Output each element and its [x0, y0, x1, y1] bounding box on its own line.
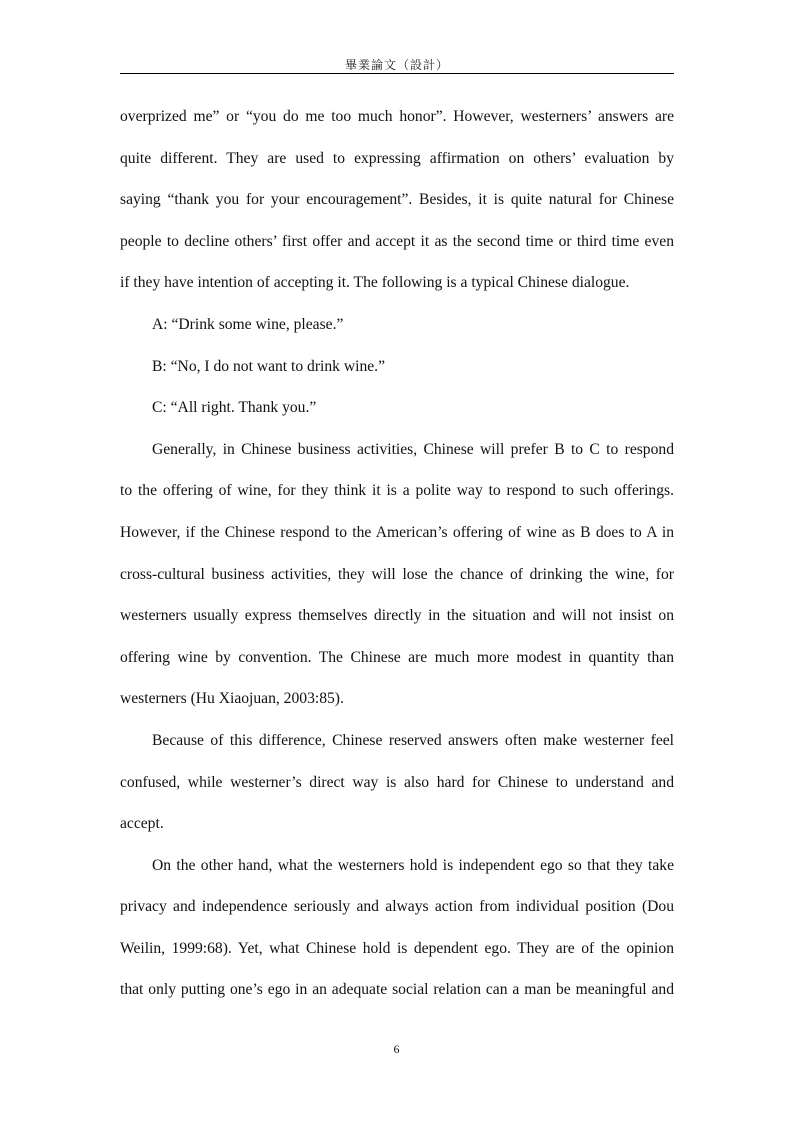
- text-line: privacy and independence seriously and always action from individual position (Dou: [120, 898, 674, 916]
- text-line: On the other hand, what the westerners hold is independent ego so that they take: [152, 856, 674, 874]
- text-line: if they have intention of accepting it. The following is a typical Chinese dialogue.: [120, 274, 630, 292]
- dialogue-line-a: A: “Drink some wine, please.”: [152, 315, 344, 333]
- text-line: accept.: [120, 815, 164, 833]
- text-line: Generally, in Chinese business activities, Chinese will prefer B to C to respond: [152, 440, 674, 458]
- text-line: confused, while westerner’s direct way is also hard for Chinese to understand and: [120, 773, 674, 791]
- text-line: Because of this difference, Chinese reserved answers often make westerner feel: [152, 731, 674, 749]
- text-line: However, if the Chinese respond to the American’s offering of wine as B does to A in: [120, 523, 674, 541]
- dialogue-line-b: B: “No, I do not want to drink wine.”: [152, 357, 386, 375]
- text-line: westerners (Hu Xiaojuan, 2003:85).: [120, 690, 344, 708]
- text-line: saying “thank you for your encouragement”. Besides, it is quite natural for Chinese: [120, 191, 674, 209]
- text-line: offering wine by convention. The Chinese are much more modest in quantity than: [120, 648, 674, 666]
- body-text: [120, 96, 674, 1011]
- header-rule: [120, 73, 674, 74]
- text-line: that only putting one’s ego in an adequate social relation can a man be meaningful and: [120, 981, 674, 999]
- page-number: 6: [393, 1042, 400, 1056]
- dialogue-line-c: C: “All right. Thank you.”: [152, 399, 317, 417]
- text-line: quite different. They are used to expressing affirmation on others’ evaluation by: [120, 149, 674, 167]
- text-line: cross-cultural business activities, they will lose the chance of drinking the wine, for: [120, 565, 674, 583]
- text-line: people to decline others’ first offer and accept it as the second time or third time even: [120, 232, 674, 250]
- text-line: Weilin, 1999:68). Yet, what Chinese hold is dependent ego. They are of the opinion: [120, 939, 674, 957]
- text-line: to the offering of wine, for they think it is a polite way to respond to such offerings.: [120, 482, 674, 500]
- text-line: westerners usually express themselves directly in the situation and will not insist on: [120, 607, 674, 625]
- running-header: 畢業論文（設計）: [344, 58, 449, 72]
- text-line: overprized me” or “you do me too much honor”. However, westerners’ answers are: [120, 108, 674, 125]
